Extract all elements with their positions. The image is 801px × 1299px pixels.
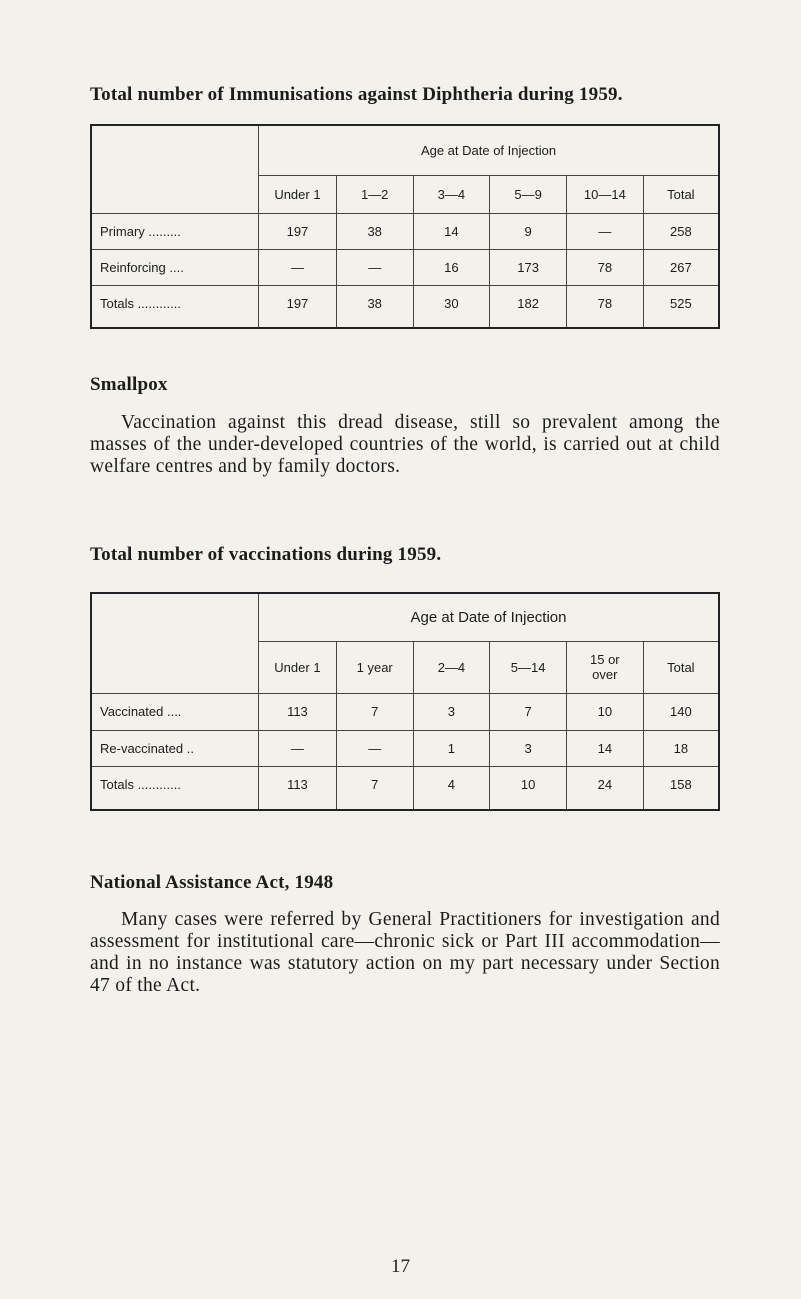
table-corner-cell — [91, 125, 259, 213]
table-cell: 14 — [413, 213, 490, 249]
table-row — [91, 285, 719, 328]
table-cell: 525 — [643, 285, 719, 328]
table-cell: 10 — [490, 766, 567, 810]
column-header: 2—4 — [413, 641, 490, 693]
table-cell: 10 — [566, 693, 643, 730]
table-cell: 38 — [336, 285, 413, 328]
column-header: Total — [643, 641, 719, 693]
table-row — [91, 213, 719, 249]
vaccinations-heading: Total number of vaccinations during 1959. — [90, 544, 442, 565]
table-row — [91, 249, 719, 285]
table-row — [91, 693, 719, 730]
table-row — [91, 766, 719, 810]
table-cell: 30 — [413, 285, 490, 328]
table-cell: 18 — [643, 730, 719, 766]
table-cell: 113 — [259, 693, 337, 730]
smallpox-heading: Smallpox — [90, 374, 168, 395]
column-header: 5—9 — [490, 175, 567, 213]
table-cell: 16 — [413, 249, 490, 285]
table-cell: 7 — [336, 766, 413, 810]
row-label: Re-vaccinated .. — [91, 730, 259, 766]
table-cell: 3 — [490, 730, 567, 766]
table-cell: 197 — [259, 213, 337, 249]
column-header: 15 or over — [566, 641, 643, 693]
table-cell: 182 — [490, 285, 567, 328]
column-header: Total — [643, 175, 719, 213]
table-cell: 158 — [643, 766, 719, 810]
row-label: Totals ............ — [91, 766, 259, 810]
diphtheria-heading: Total number of Immunisations against Diphtheria during 1959. — [90, 84, 623, 105]
column-header: 10—14 — [566, 175, 643, 213]
diphtheria-table — [90, 124, 720, 329]
table-cell: 258 — [643, 213, 719, 249]
table-cell: 78 — [566, 249, 643, 285]
column-header: Under 1 — [259, 175, 337, 213]
table-cell: 1 — [413, 730, 490, 766]
table-cell: 197 — [259, 285, 337, 328]
table-cell: 38 — [336, 213, 413, 249]
smallpox-paragraph: Vaccination against this dread disease, still so prevalent among the masses of the under-developed countries of the world, is carried out at child welfare centres and by family doctors. — [90, 412, 720, 477]
table-cell: 78 — [566, 285, 643, 328]
column-header: 1 year — [336, 641, 413, 693]
table-cell: 24 — [566, 766, 643, 810]
row-label: Vaccinated .... — [91, 693, 259, 730]
table-cell: — — [259, 730, 337, 766]
table-cell: 7 — [336, 693, 413, 730]
column-header: 5—14 — [490, 641, 567, 693]
table-cell: 14 — [566, 730, 643, 766]
table-corner-cell — [91, 593, 259, 693]
age-header: Age at Date of Injection — [259, 125, 719, 175]
age-header: Age at Date of Injection — [259, 593, 719, 641]
table-cell: 113 — [259, 766, 337, 810]
column-header: 1—2 — [336, 175, 413, 213]
table-cell: 7 — [490, 693, 567, 730]
table-cell: — — [259, 249, 337, 285]
table-row — [91, 730, 719, 766]
table-cell: — — [336, 730, 413, 766]
table-cell: 9 — [490, 213, 567, 249]
vaccinations-table — [90, 592, 720, 811]
row-label: Primary ......... — [91, 213, 259, 249]
table-cell: 140 — [643, 693, 719, 730]
table-cell: 173 — [490, 249, 567, 285]
table-cell: 4 — [413, 766, 490, 810]
national-assistance-heading: National Assistance Act, 1948 — [90, 872, 334, 893]
column-header: 3—4 — [413, 175, 490, 213]
table-cell: 3 — [413, 693, 490, 730]
table-cell: — — [336, 249, 413, 285]
page-number: 17 — [391, 1256, 410, 1277]
row-label: Reinforcing .... — [91, 249, 259, 285]
column-header: Under 1 — [259, 641, 337, 693]
table-cell: 267 — [643, 249, 719, 285]
national-assistance-paragraph: Many cases were referred by General Practitioners for investigation and assessment for institutional care—chronic sick or Part III accommodation—and in no instance was statutory action on my part necessary under Section 47 of the Act. — [90, 909, 720, 996]
row-label: Totals ............ — [91, 285, 259, 328]
table-cell: — — [566, 213, 643, 249]
